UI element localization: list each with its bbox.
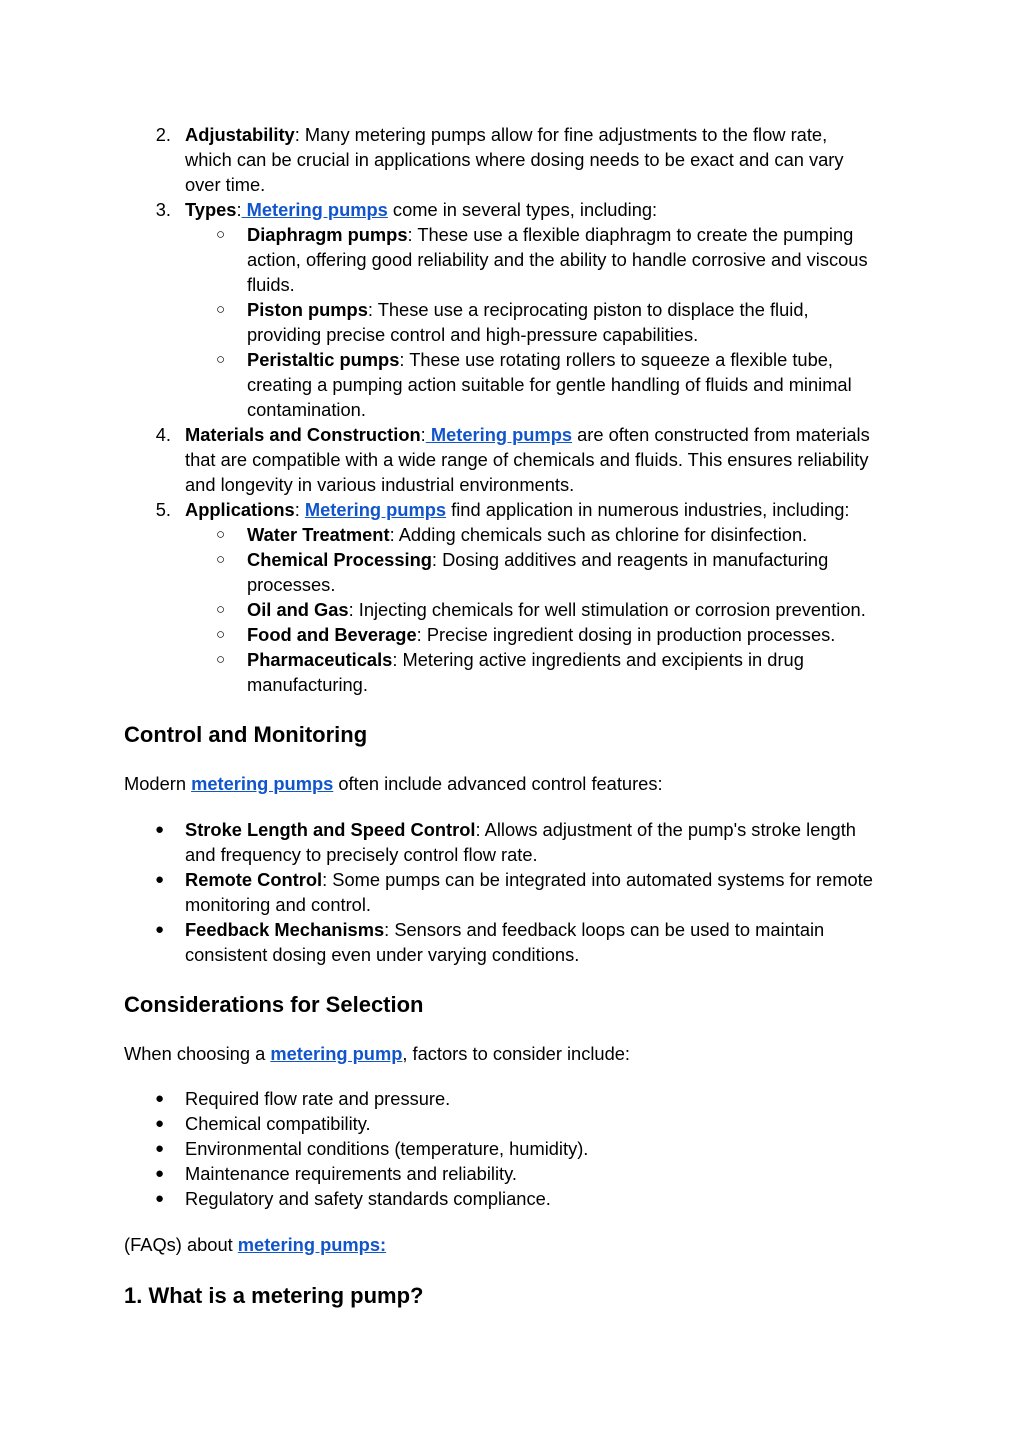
circle-bullet-icon: ○ <box>216 226 226 243</box>
metering-pump-link[interactable]: metering pump <box>270 1043 403 1064</box>
bullet-regulatory: Regulatory and safety standards compliance. <box>185 1188 551 1209</box>
list-number: 4. <box>155 424 171 445</box>
bullet-remote-control <box>185 867 873 892</box>
term-feedback-mechanisms: Feedback Mechanisms <box>185 919 385 940</box>
item-text-line: that are compatible with a wide range of chemicals and fluids. This ensures reliability <box>185 449 869 470</box>
disc-bullet-icon: ● <box>155 1140 165 1157</box>
intro-text: Modern <box>124 773 192 794</box>
selection-intro <box>124 1041 630 1066</box>
item-text: : These use rotating rollers to squeeze a flexible tube, <box>399 349 833 370</box>
term-remote-control: Remote Control <box>185 869 323 890</box>
item-text-line: which can be crucial in applications where dosing needs to be exact and can vary <box>185 149 844 170</box>
item-text-line: contamination. <box>247 399 366 420</box>
metering-pumps-link[interactable]: metering pumps <box>191 773 334 794</box>
separator: : <box>236 199 242 220</box>
item-text: : Some pumps can be integrated into automated systems for remote <box>322 869 873 890</box>
list-item-adjustability <box>185 122 827 147</box>
item-text-line: manufacturing. <box>247 674 368 695</box>
item-text: : Allows adjustment of the pump's stroke length <box>475 819 856 840</box>
disc-bullet-icon: ● <box>155 921 165 938</box>
bullet-feedback <box>185 917 824 942</box>
list-item-types <box>185 197 657 222</box>
intro-text: , factors to consider include: <box>402 1043 631 1064</box>
metering-pumps-link[interactable]: Metering pumps <box>425 424 573 445</box>
disc-bullet-icon: ● <box>155 1165 165 1182</box>
list-number: 5. <box>155 499 171 520</box>
disc-bullet-icon: ● <box>155 871 165 888</box>
disc-bullet-icon: ● <box>155 1190 165 1207</box>
intro-text: often include advanced control features: <box>333 773 663 794</box>
bullet-maintenance: Maintenance requirements and reliability. <box>185 1163 517 1184</box>
separator: : <box>294 124 300 145</box>
intro-text: When choosing a <box>124 1043 271 1064</box>
list-item-materials <box>185 422 870 447</box>
subitem-water-treatment <box>247 522 807 547</box>
intro-text: (FAQs) about <box>124 1234 238 1255</box>
item-text: Many metering pumps allow for fine adjustments to the flow rate, <box>299 124 828 145</box>
metering-pumps-link[interactable]: Metering pumps <box>304 499 447 520</box>
item-text: : Injecting chemicals for well stimulation or corrosion prevention. <box>348 599 866 620</box>
item-text-line: monitoring and control. <box>185 894 371 915</box>
item-text: : These use a flexible diaphragm to create the pumping <box>407 224 854 245</box>
heading-considerations: Considerations for Selection <box>124 992 424 1017</box>
circle-bullet-icon: ○ <box>216 301 226 318</box>
term-adjustability: Adjustability <box>185 124 295 145</box>
subitem-pharmaceuticals <box>247 647 804 672</box>
list-number: 3. <box>155 199 171 220</box>
subitem-piston-pumps <box>247 297 809 322</box>
item-text: : Sensors and feedback loops can be used to maintain <box>384 919 825 940</box>
term-pharmaceuticals: Pharmaceuticals <box>247 649 393 670</box>
circle-bullet-icon: ○ <box>216 651 226 668</box>
item-text-line: action, offering good reliability and the ability to handle corrosive and viscous <box>247 249 868 270</box>
item-text: find application in numerous industries, including: <box>446 499 850 520</box>
subitem-chemical-processing <box>247 547 828 572</box>
circle-bullet-icon: ○ <box>216 551 226 568</box>
term-types: Types <box>185 199 237 220</box>
item-text: are often constructed from materials <box>572 424 870 445</box>
item-text-line: and longevity in various industrial environments. <box>185 474 575 495</box>
term-stroke-length: Stroke Length and Speed Control <box>185 819 476 840</box>
subitem-diaphragm-pumps <box>247 222 853 247</box>
subitem-oil-and-gas <box>247 597 866 622</box>
control-intro <box>124 771 663 796</box>
item-text-line: and frequency to precisely control flow rate. <box>185 844 538 865</box>
heading-control-monitoring: Control and Monitoring <box>124 722 368 747</box>
faq-intro <box>124 1232 386 1257</box>
bullet-stroke-length <box>185 817 856 842</box>
separator: : <box>420 424 426 445</box>
term-water-treatment: Water Treatment <box>247 524 390 545</box>
circle-bullet-icon: ○ <box>216 601 226 618</box>
subitem-food-and-beverage <box>247 622 835 647</box>
separator: : <box>294 499 305 520</box>
item-text-line: providing precise control and high-pressure capabilities. <box>247 324 699 345</box>
term-oil-and-gas: Oil and Gas <box>247 599 349 620</box>
term-diaphragm-pumps: Diaphragm pumps <box>247 224 408 245</box>
term-peristaltic-pumps: Peristaltic pumps <box>247 349 400 370</box>
disc-bullet-icon: ● <box>155 1115 165 1132</box>
item-text: : Dosing additives and reagents in manufacturing <box>431 549 829 570</box>
bullet-environmental: Environmental conditions (temperature, humidity). <box>185 1138 589 1159</box>
metering-pumps-link[interactable]: Metering pumps <box>241 199 388 220</box>
disc-bullet-icon: ● <box>155 821 165 838</box>
term-chemical-processing: Chemical Processing <box>247 549 432 570</box>
bullet-chemical-compatibility: Chemical compatibility. <box>185 1113 371 1134</box>
item-text-line: creating a pumping action suitable for gentle handling of fluids and minimal <box>247 374 852 395</box>
term-applications: Applications <box>185 499 295 520</box>
heading-faq-question-1: 1. What is a metering pump? <box>124 1283 424 1308</box>
item-text-line: fluids. <box>247 274 295 295</box>
list-number: 2. <box>155 124 171 145</box>
item-text-line: consistent dosing even under varying conditions. <box>185 944 580 965</box>
bullet-flow-rate: Required flow rate and pressure. <box>185 1088 451 1109</box>
item-text: come in several types, including: <box>387 199 658 220</box>
item-text-line: over time. <box>185 174 266 195</box>
item-text: : Metering active ingredients and excipients in drug <box>392 649 804 670</box>
item-text: : These use a reciprocating piston to displace the fluid, <box>367 299 809 320</box>
list-item-applications <box>185 497 850 522</box>
term-food-and-beverage: Food and Beverage <box>247 624 417 645</box>
circle-bullet-icon: ○ <box>216 351 226 368</box>
term-piston-pumps: Piston pumps <box>247 299 368 320</box>
item-text-line: processes. <box>247 574 336 595</box>
item-text: : Adding chemicals such as chlorine for disinfection. <box>389 524 808 545</box>
disc-bullet-icon: ● <box>155 1090 165 1107</box>
item-text: : Precise ingredient dosing in production processes. <box>416 624 836 645</box>
metering-pumps-link[interactable]: metering pumps: <box>237 1234 387 1255</box>
term-materials-construction: Materials and Construction <box>185 424 421 445</box>
circle-bullet-icon: ○ <box>216 626 226 643</box>
subitem-peristaltic-pumps <box>247 347 833 372</box>
circle-bullet-icon: ○ <box>216 526 226 543</box>
